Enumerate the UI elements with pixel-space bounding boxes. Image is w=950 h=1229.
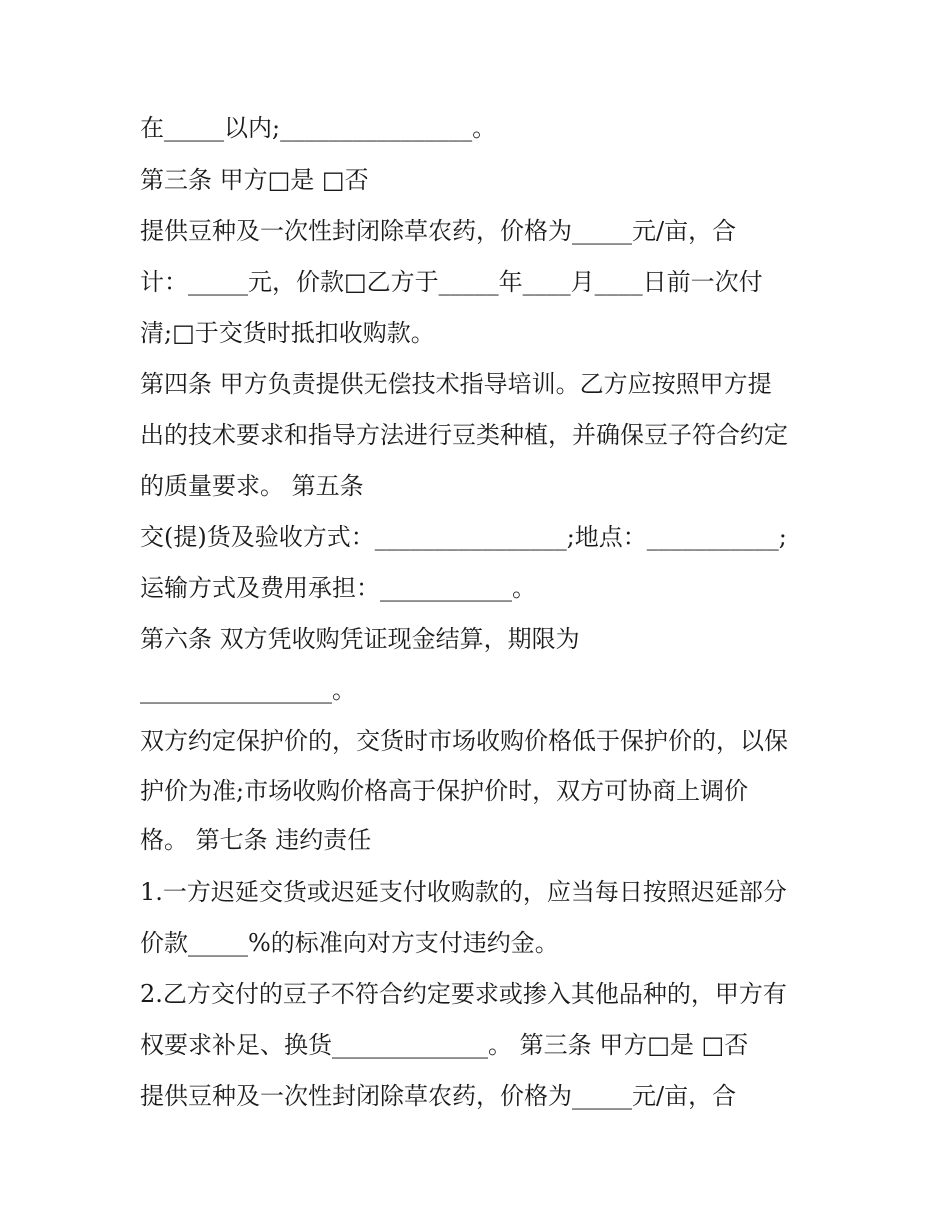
text-line: 第六条 双方凭收购凭证现金结算，期限为	[140, 625, 580, 653]
text-line: 权要求补足、换货_____________。 第三条 甲方□是 □否	[140, 1031, 749, 1059]
text-line: 出的技术要求和指导方法进行豆类种植，并确保豆子符合约定	[140, 421, 788, 449]
text-line: 格。 第七条 违约责任	[140, 826, 372, 854]
text-line: 的质量要求。 第五条	[140, 472, 364, 500]
text-line: 1.一方迟延交货或迟延支付收购款的，应当每日按照迟延部分	[140, 878, 787, 906]
text-line: 第三条 甲方□是 □否	[140, 166, 369, 194]
text-line: 在_____以内;________________。	[140, 114, 497, 142]
text-line: 计：_____元，价款□乙方于_____年____月____日前一次付	[140, 268, 763, 296]
text-line: 清;□于交货时抵扣收购款。	[140, 319, 435, 347]
text-line: 交(提)货及验收方式：________________;地点：___________;	[140, 523, 787, 551]
text-line: 2.乙方交付的豆子不符合约定要求或掺入其他品种的，甲方有	[140, 980, 787, 1008]
text-line: 提供豆种及一次性封闭除草农药，价格为_____元/亩，合	[140, 217, 737, 245]
text-line: 价款_____%的标准向对方支付违约金。	[140, 929, 559, 957]
text-line: 双方约定保护价的，交货时市场收购价格低于保护价的，以保	[140, 727, 788, 755]
text-line: 提供豆种及一次性封闭除草农药，价格为_____元/亩，合	[140, 1082, 737, 1110]
text-line: 运输方式及费用承担：___________。	[140, 574, 536, 602]
text-line: 第四条 甲方负责提供无偿技术指导培训。乙方应按照甲方提	[140, 370, 772, 398]
text-line: 护价为准;市场收购价格高于保护价时，双方可协商上调价	[140, 777, 749, 805]
text-line: ________________。	[140, 676, 356, 704]
